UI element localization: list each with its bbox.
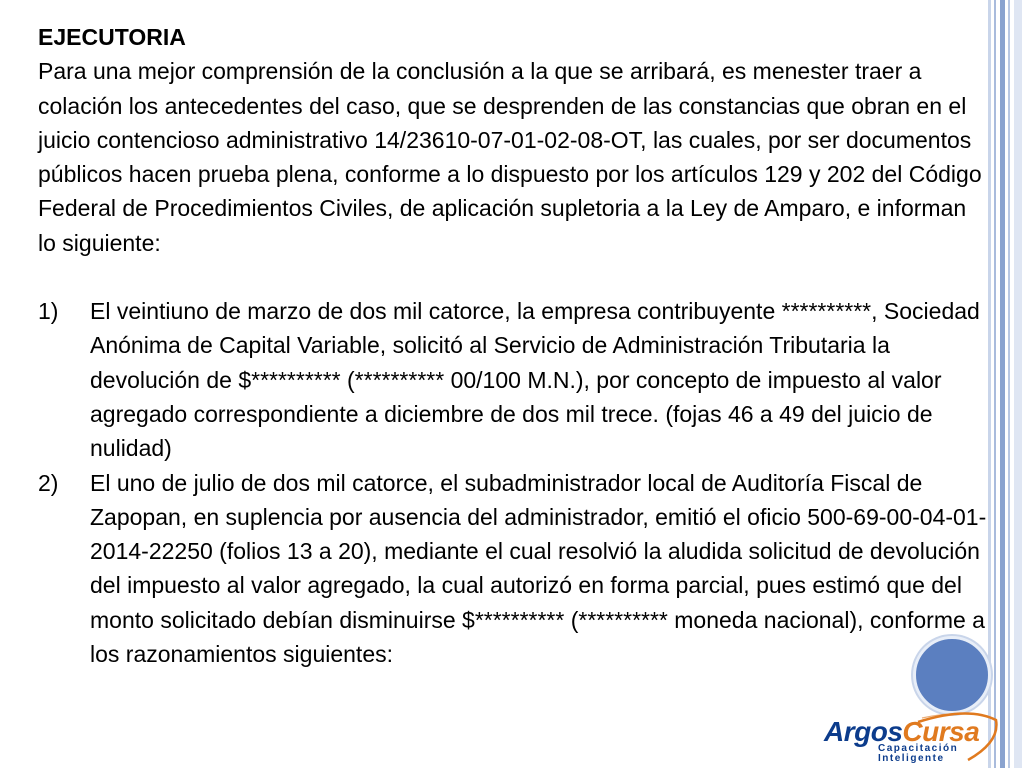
paragraph-spacer bbox=[38, 260, 988, 294]
decorative-circle bbox=[913, 636, 991, 714]
slide-content bbox=[38, 20, 988, 671]
logo-tagline bbox=[878, 744, 958, 764]
list-item bbox=[38, 294, 988, 465]
border-stripe bbox=[1008, 0, 1010, 768]
border-stripe bbox=[1014, 0, 1022, 768]
logo-tagline-line1: Capacitación bbox=[878, 743, 959, 754]
slide-heading: EJECUTORIA bbox=[38, 24, 186, 50]
logo-word-cursa: Cursa bbox=[902, 716, 980, 747]
list-item-text: El uno de julio de dos mil catorce, el subadministrador local de Auditoría Fiscal de Zapopan, en suplencia por ausencia del administrador, emitió el oficio 500-69-00-04-01-2014-22250 (folios 13 a 20), mediante el cual resolvió la aludida solicitud de devolución del impuesto al valor agregado, la cual autorizó en forma parcial, pues estimó que del monto solicitado debían disminuirse $********** (********** moneda nacional), conforme a los razonamientos siguientes: bbox=[90, 469, 987, 668]
list-item bbox=[38, 466, 988, 672]
list-item-number: 1) bbox=[38, 298, 59, 325]
list-item-number: 2) bbox=[38, 469, 59, 496]
border-stripe bbox=[1000, 0, 1005, 768]
border-stripe bbox=[988, 0, 991, 768]
right-decorative-border bbox=[984, 0, 1024, 768]
logo-word-argos: Argos bbox=[824, 716, 903, 747]
border-stripe bbox=[994, 0, 996, 768]
logo-tagline-line2: Inteligente bbox=[878, 753, 945, 764]
argoscursa-logo bbox=[818, 712, 1000, 764]
intro-paragraph: Para una mejor comprensión de la conclusión a la que se arribará, es menester traer a colación los antecedentes del caso, que se desprenden de las constancias que obran en el juicio contencioso administrativo 14/23610-07-01-02-08-OT, las cuales, por ser documentos públicos hacen prueba plena, conforme a lo dispuesto por los artículos 129 y 202 del Código Federal de Procedimientos Civiles, de aplicación supletoria a la Ley de Amparo, e informan lo siguiente: bbox=[38, 58, 982, 256]
list-item-text: El veintiuno de marzo de dos mil catorce, la empresa contribuyente **********, Sociedad Anónima de Capital Variable, solicitó al Servicio de Administración Tributaria la devolución de $********** (********** 00/100 M.N.), por concepto de impuesto al valor agregado correspondiente a diciembre de dos mil trece. (fojas 46 a 49 del juicio de nulidad) bbox=[90, 298, 980, 462]
